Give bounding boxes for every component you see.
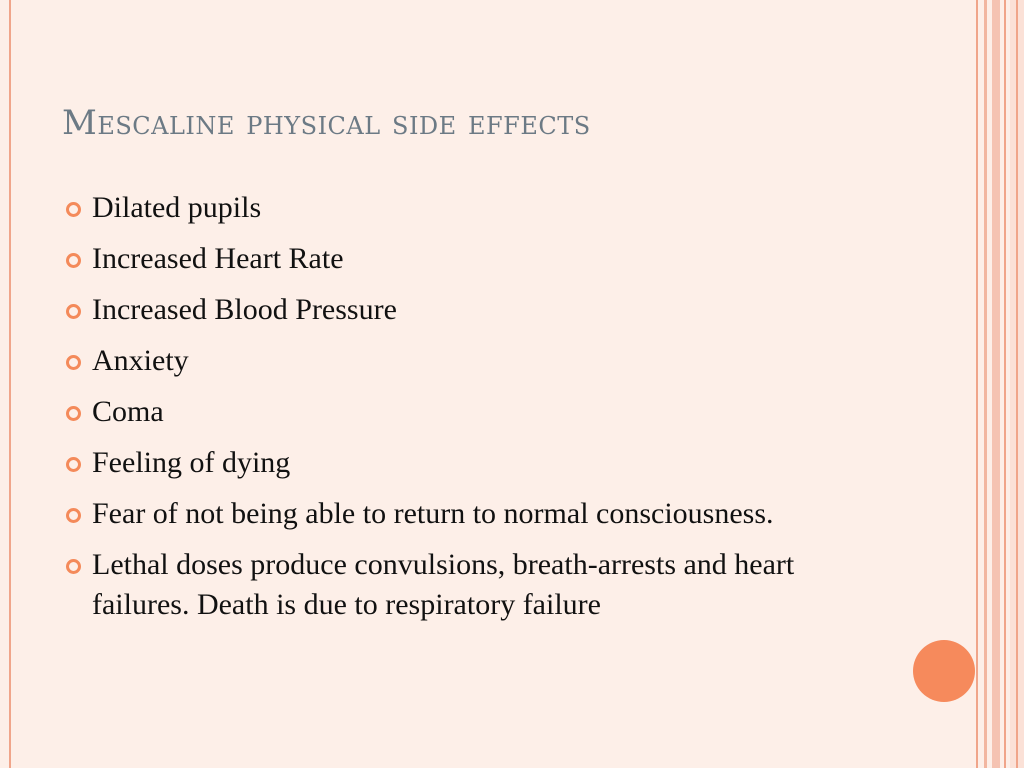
bullet-text: Increased Blood Pressure: [92, 293, 397, 326]
decorative-stripe: [1016, 0, 1018, 768]
circle-outline-icon: [66, 406, 81, 421]
circle-outline-icon: [66, 253, 81, 268]
slide-title: Mescaline physical side effects: [62, 103, 591, 143]
decorative-stripe: [984, 0, 987, 768]
bullet-text: Dilated pupils: [92, 191, 262, 224]
bullet-text: Anxiety: [92, 344, 189, 377]
bullet-item: [66, 494, 886, 534]
decorative-stripe: [992, 0, 1000, 768]
bullet-text: Fear of not being able to return to normal consciousness.: [92, 497, 774, 530]
bullet-item: [66, 341, 886, 381]
bullet-item: [66, 239, 886, 279]
bullet-text: Lethal doses produce convulsions, breath-arrests and heart failures. Death is due to respiratory failure: [92, 548, 795, 621]
bullet-item: [66, 443, 886, 483]
circle-outline-icon: [66, 508, 81, 523]
bullet-item: [66, 188, 886, 228]
circle-outline-icon: [66, 559, 81, 574]
circle-outline-icon: [66, 202, 81, 217]
bullet-item: [66, 545, 886, 625]
bullet-item: [66, 290, 886, 330]
circle-outline-icon: [66, 355, 81, 370]
bullet-list: [66, 188, 886, 636]
decorative-stripe: [1004, 0, 1006, 768]
bullet-text: Coma: [92, 395, 164, 428]
bullet-item: [66, 392, 886, 432]
accent-circle: [913, 640, 975, 702]
bullet-text: Feeling of dying: [92, 446, 291, 479]
circle-outline-icon: [66, 304, 81, 319]
bullet-text: Increased Heart Rate: [92, 242, 344, 275]
circle-outline-icon: [66, 457, 81, 472]
